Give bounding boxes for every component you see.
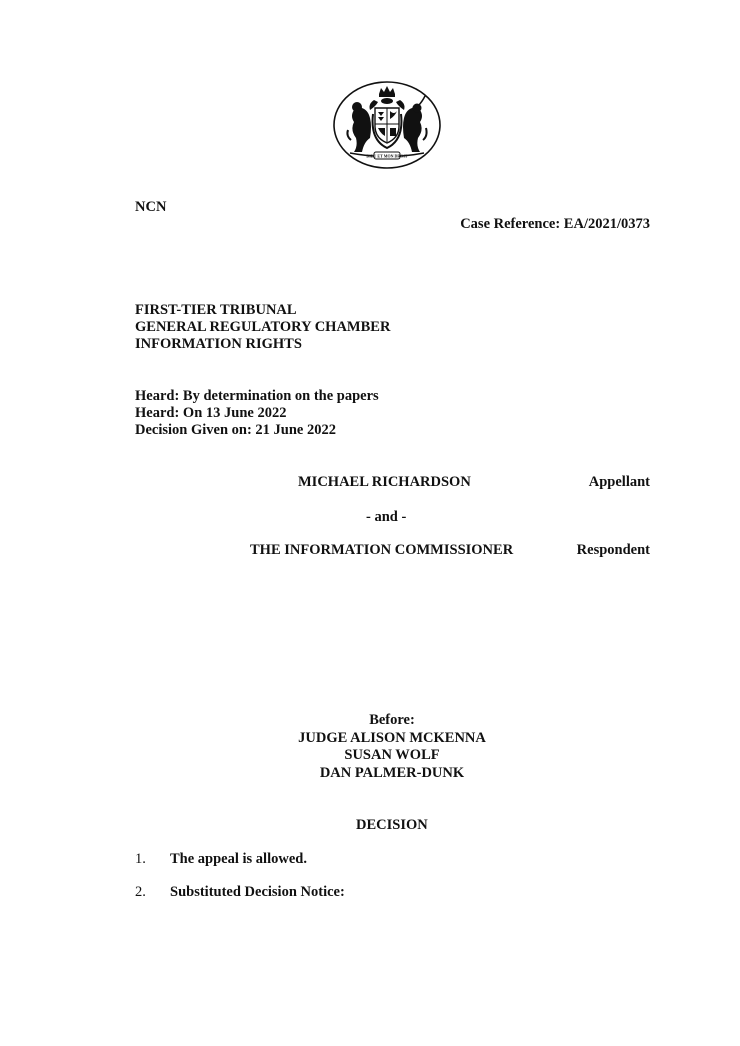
- panel-block: [0, 712, 740, 782]
- and-separator: - and -: [366, 509, 407, 525]
- heard-method: Heard: By determination on the papers: [135, 388, 379, 404]
- hearing-block: [135, 388, 379, 439]
- before-heading: Before:: [369, 712, 415, 728]
- panel-member: DAN PALMER-DUNK: [319, 764, 465, 781]
- case-reference: Case Reference: EA/2021/0373: [460, 216, 650, 232]
- appellant-role: Appellant: [588, 474, 650, 490]
- tribunal-name: FIRST-TIER TRIBUNAL: [135, 302, 297, 318]
- chamber-name: GENERAL REGULATORY CHAMBER: [135, 319, 391, 335]
- royal-coat-of-arms-logo: [332, 80, 442, 170]
- decision-item-text: Substituted Decision Notice:: [170, 884, 345, 900]
- crest-motto: DIEU ET MON DROIT: [366, 153, 408, 159]
- ncn-label: NCN: [135, 199, 167, 215]
- decision-heading: DECISION: [356, 817, 428, 833]
- heard-date: Heard: On 13 June 2022: [135, 405, 287, 421]
- panel-member: SUSAN WOLF: [344, 747, 440, 763]
- decision-item-number: 1.: [135, 851, 146, 867]
- decision-item-text: The appeal is allowed.: [170, 851, 307, 867]
- decision-item-number: 2.: [135, 884, 146, 900]
- jurisdiction-name: INFORMATION RIGHTS: [135, 336, 302, 352]
- respondent-name: THE INFORMATION COMMISSIONER: [250, 542, 514, 558]
- panel-member: JUDGE ALISON MCKENNA: [298, 729, 486, 746]
- tribunal-block: [135, 302, 390, 353]
- decision-given-date: Decision Given on: 21 June 2022: [135, 422, 336, 438]
- respondent-role: Respondent: [576, 542, 650, 558]
- appellant-name: MICHAEL RICHARDSON: [298, 474, 471, 490]
